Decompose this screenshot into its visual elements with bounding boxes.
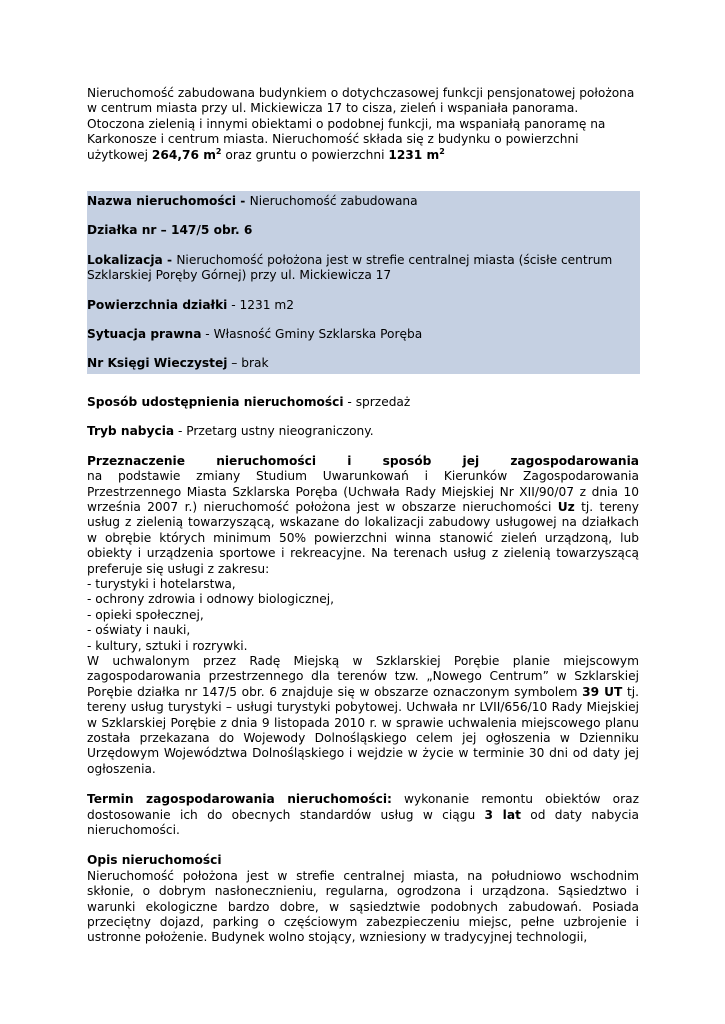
- sposob-row: [87, 395, 639, 410]
- przeznaczenie-heading: Przeznaczenie nieruchomości i sposób jej zagospodarowania: [87, 453, 639, 468]
- termin-label: Termin zagospodarowania nieruchomości:: [87, 792, 392, 807]
- list-item: - oświaty i nauki,: [87, 623, 191, 638]
- sposob-value: - sprzedaż: [343, 394, 411, 409]
- lokalizacja-label: Lokalizacja -: [87, 252, 177, 267]
- termin-text-a: wykonanie remontu obiektów oraz dostosowanie ich do obecnych standardów usług w ciągu: [87, 792, 639, 822]
- building-area: 264,76 m: [151, 147, 216, 162]
- lokalizacja-value: Nieruchomość położona jest w strefie centralnej miasta (ścisłe centrum Szklarskiej Poręby Górnej) przy ul. Mickiewicza 17: [87, 252, 613, 283]
- termin-bold: 3 lat: [484, 807, 521, 822]
- ksiega-row: [87, 356, 640, 371]
- land-area-sup: 2: [439, 146, 445, 156]
- nazwa-row: [87, 194, 640, 209]
- tryb-value: - Przetarg ustny nieograniczony.: [174, 424, 374, 439]
- list-item: - kultury, sztuki i rozrywki.: [87, 638, 248, 653]
- opis-heading: Opis nieruchomości: [87, 853, 222, 868]
- przeznaczenie-text-1a: na podstawie zmiany Studium Uwarunkowań i Kierunków Zagospodarowania Przestrzennego Miasta Szklarska Poręba (Uchwała Rady Miejskiej Nr XII/90/07 z dnia 10 września 2007 r.) nieruchomość położona jest w obszarze nieruchomości: [87, 469, 639, 514]
- list-item: - turystyki i hotelarstwa,: [87, 576, 236, 591]
- sytuacja-value: - Własność Gminy Szklarska Poręba: [201, 327, 423, 342]
- document-page: [87, 86, 639, 946]
- przeznaczenie-text-2b: tj. tereny usług turystyki – usługi turystyki pobytowej. Uchwała nr LVII/656/10 Rady Miejskiej w Szklarskiej Porębie z dnia 9 listopada 2010 r. w sprawie uchwalenia miejscowego planu została przekazana do Wojewody Dolnośląskiego celem jej ogłoszenia w Dzienniku Urzędowym Województwa Dolnośląskiego i wejdzie w życie w terminie 30 dni od daty jej ogłoszenia.: [87, 684, 639, 776]
- uz-symbol: Uz: [557, 499, 575, 514]
- termin-paragraph: [87, 792, 639, 838]
- przeznaczenie-text-2a: W uchwalonym przez Radę Miejską w Szklarskiej Porębie planie miejscowym zagospodarowania przestrzennego dla terenów tzw. „Nowego Centrum” w Szklarskiej Porębie działka nr 147/5 obr. 6 znajduje się w obszarze oznaczonym symbolem: [87, 653, 639, 699]
- lokalizacja-row: [87, 253, 640, 284]
- sposob-label: Sposób udostępnienia nieruchomości: [87, 394, 344, 409]
- powierzchnia-label: Powierzchnia działki: [87, 297, 228, 312]
- details-section: [87, 395, 639, 440]
- sytuacja-label: Sytuacja prawna: [87, 327, 202, 342]
- property-summary-box: [87, 191, 640, 374]
- tryb-label: Tryb nabycia: [87, 424, 175, 439]
- powierzchnia-value: - 1231 m2: [227, 297, 295, 312]
- dzialka-row: [87, 223, 640, 238]
- list-item: - ochrony zdrowia i odnowy biologicznej,: [87, 592, 335, 607]
- land-area: 1231 m: [388, 147, 440, 162]
- przeznaczenie-paragraph-1: [87, 469, 639, 577]
- dzialka-text: Działka nr – 147/5 obr. 6: [87, 223, 253, 238]
- nazwa-label: Nazwa nieruchomości -: [87, 194, 250, 209]
- przeznaczenie-section: [87, 454, 639, 778]
- services-list: [87, 577, 639, 654]
- building-area-sup: 2: [215, 146, 222, 156]
- tryb-row: [87, 424, 639, 439]
- list-item: - opieki społecznej,: [87, 607, 204, 622]
- opis-paragraph: Nieruchomość położona jest w strefie centralnej miasta, na południowo wschodnim skłonie, o dobrym nasłonecznieniu, regularna, ogrodzona i urządzona. Sąsiedztwo i warunki ekologiczne bardzo dobre, w sąsiedztwie podobnych zabudowań. Posiada przeciętny dojazd, parking o częściowym zabezpieczeniu miejsc, pełne uzbrojenie i ustronne położenie. Budynek wolno stojący, wzniesiony w tradycyjnej technologii,: [87, 868, 639, 945]
- ut-symbol: 39 UT: [582, 684, 623, 699]
- powierzchnia-row: [87, 298, 640, 313]
- ksiega-label: Nr Księgi Wieczystej: [87, 356, 228, 371]
- przeznaczenie-paragraph-2: [87, 654, 639, 777]
- ksiega-value: – brak: [227, 356, 269, 371]
- przeznaczenie-text-1b: tj. tereny usług z zielenią towarzyszącą, wskazane do lokalizacji zabudowy usługowej na działkach w obrębie których minimum 50% powierzchni winna stanowić zieleń urządzoną, lub obiekty i urządzenia sportowe i rekreacyjne. Na terenach usług z zielenią towarzyszącą preferuje się usługi z zakresu:: [87, 499, 639, 576]
- sytuacja-row: [87, 327, 640, 342]
- termin-text-b: od daty nabycia nieruchomości.: [87, 807, 640, 838]
- nazwa-value: Nieruchomość zabudowana: [249, 194, 418, 209]
- intro-paragraph: [87, 86, 639, 163]
- intro-mid-text: oraz gruntu o powierzchni: [221, 147, 389, 162]
- intro-text: Nieruchomość zabudowana budynkiem o dotychczasowej funkcji pensjonatowej położona w centrum miasta przy ul. Mickiewicza 17 to cisza, zieleń i wspaniała panorama. Otoczona zielenią i innymi obiektami o podobnej funkcji, ma wspaniałą panoramę na Karkonosze i centrum miasta. Nieruchomość składa się z budynku o powierzchni użytkowej: [87, 86, 635, 162]
